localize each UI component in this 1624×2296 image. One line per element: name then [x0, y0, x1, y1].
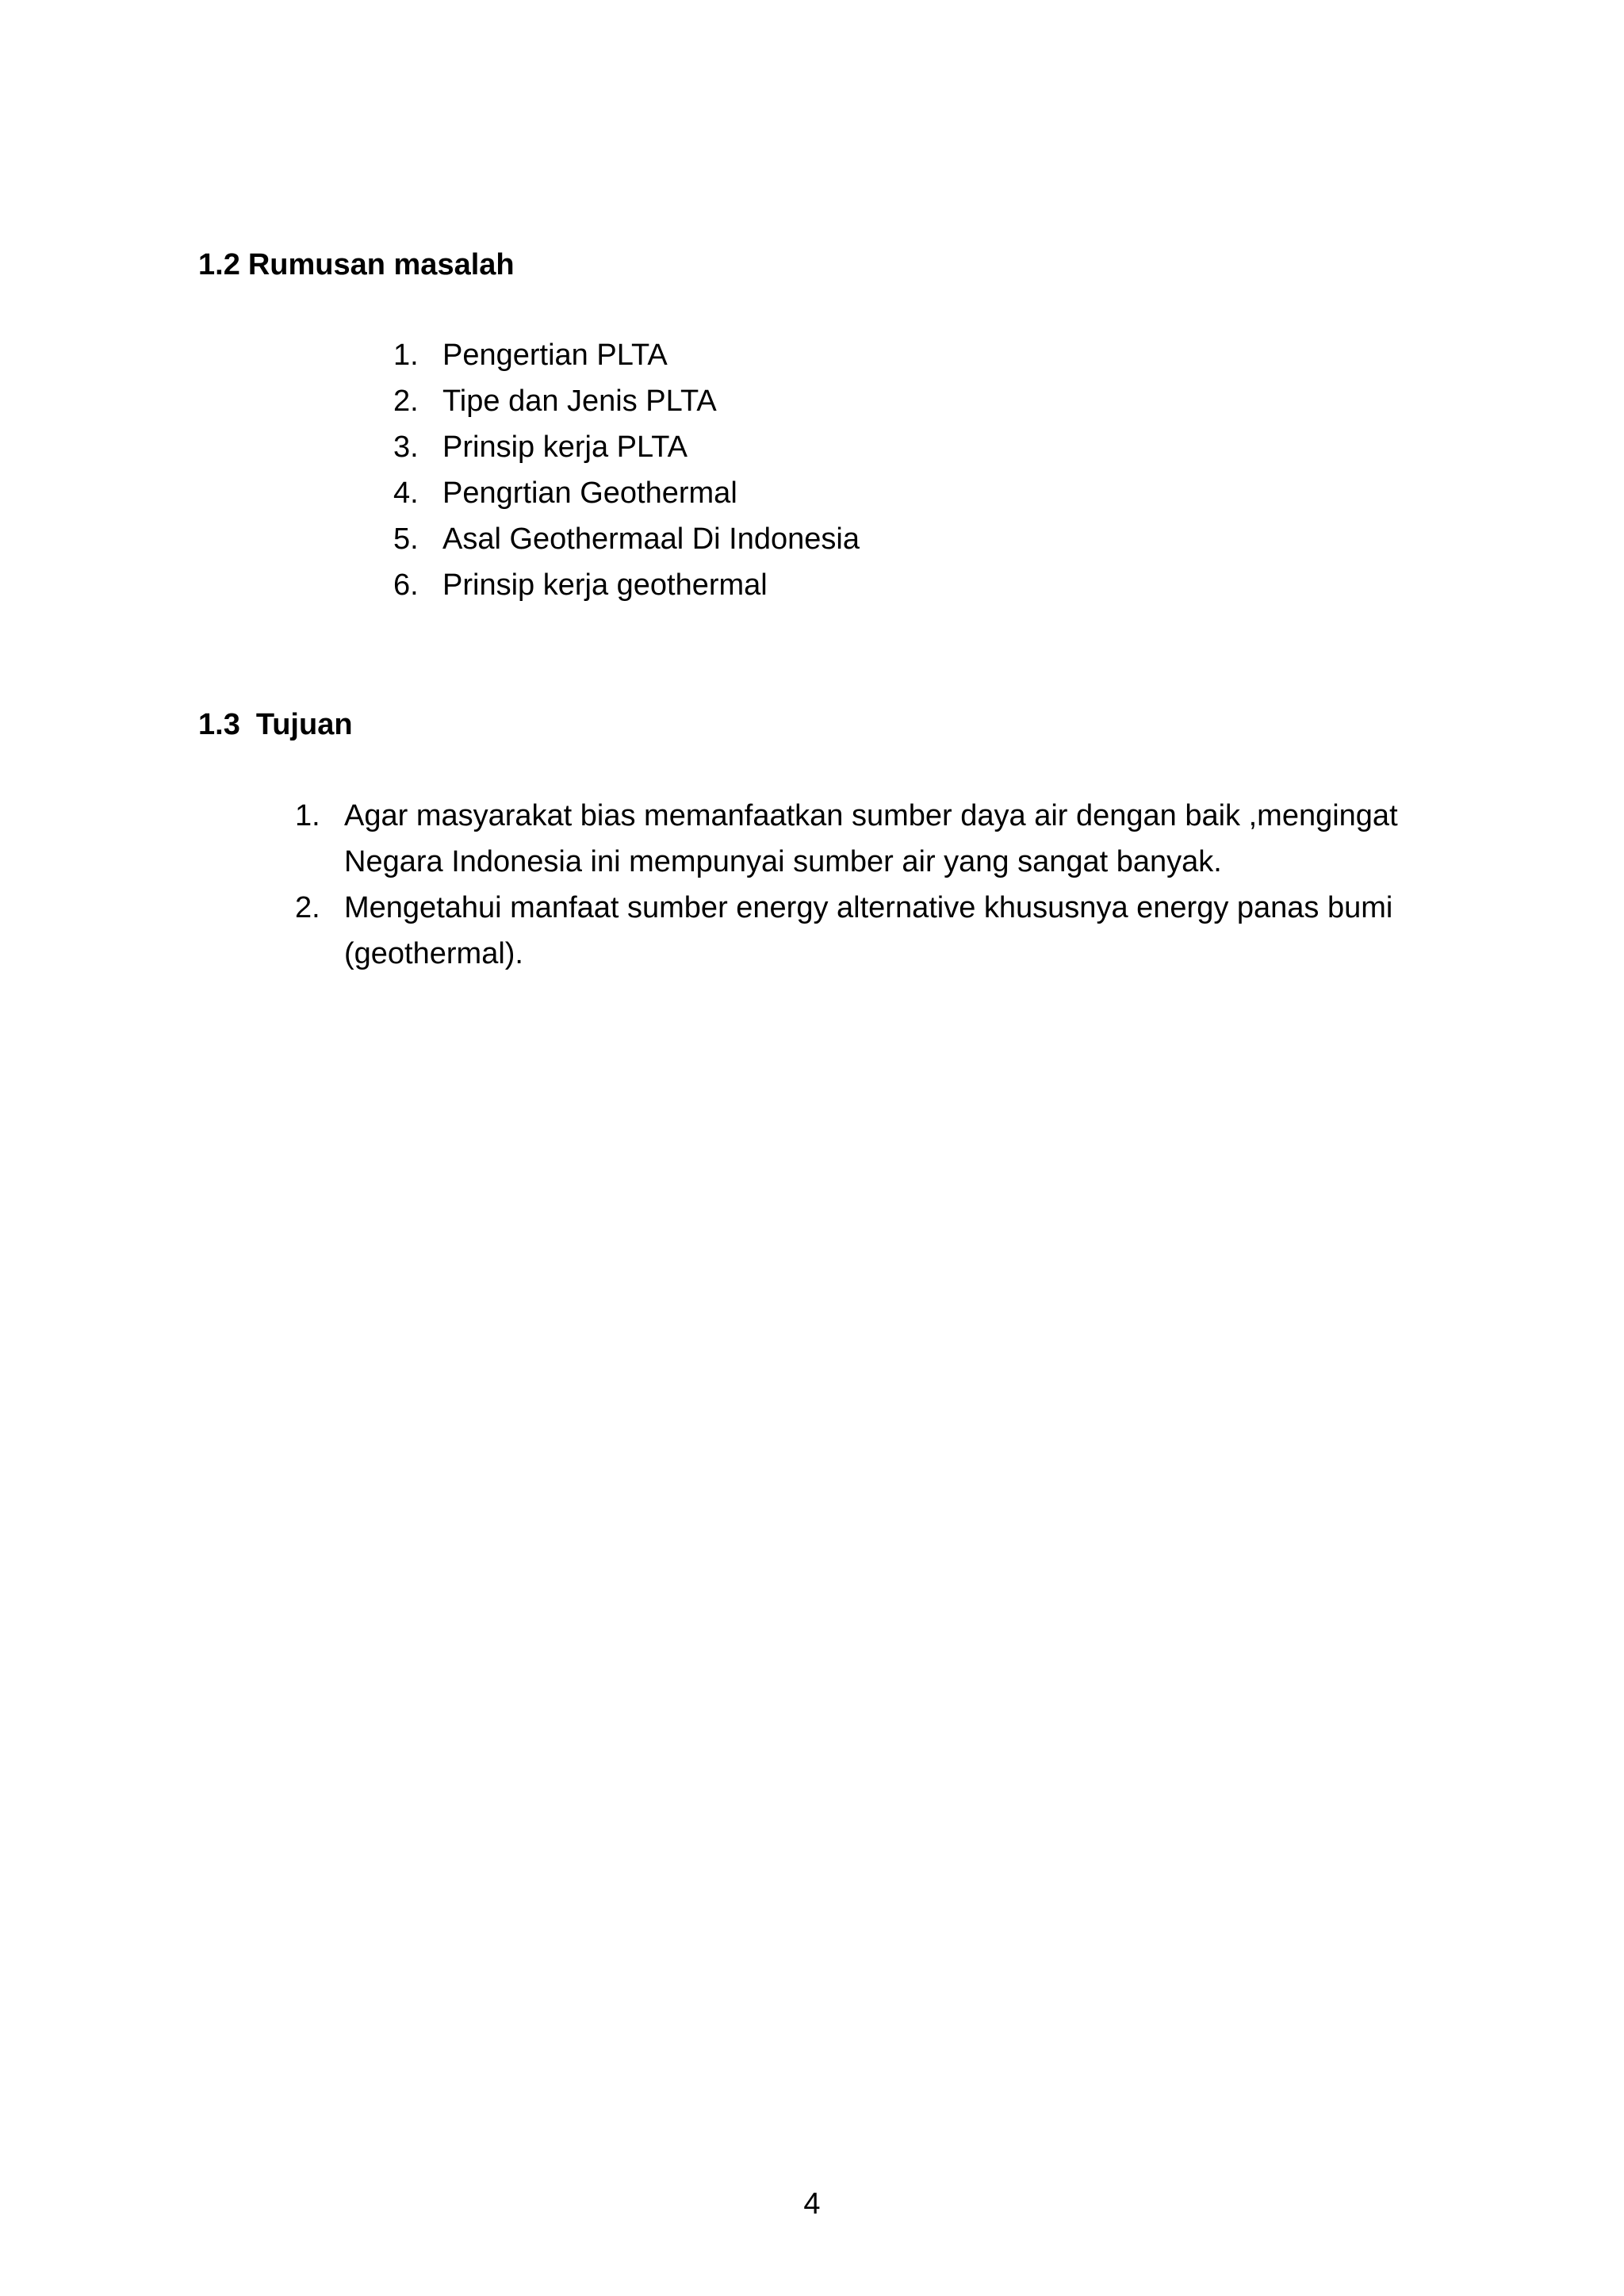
list-item	[393, 424, 1107, 470]
list-item-number: 2.	[295, 891, 320, 924]
list-item-text: Pengertian PLTA	[442, 339, 668, 372]
list-item-number: 6.	[393, 568, 419, 602]
list-item	[295, 885, 1421, 977]
list-item-text: Mengetahui manfaat sumber energy alternative khususnya energy panas bumi (geothermal).	[344, 891, 1393, 970]
rumusan-masalah-list	[393, 332, 1107, 608]
list-item-number: 2.	[393, 385, 419, 418]
list-item	[393, 378, 1107, 424]
list-item	[393, 516, 1107, 562]
list-item-number: 3.	[393, 430, 419, 464]
list-item-number: 4.	[393, 476, 419, 510]
heading-rumusan-masalah	[198, 246, 515, 284]
list-item-text: Prinsip kerja geothermal	[442, 568, 768, 602]
heading-rumusan-number: 1.2	[198, 248, 240, 281]
list-item-text: Pengrtian Geothermal	[442, 476, 737, 510]
tujuan-list	[295, 793, 1421, 977]
list-item	[393, 562, 1107, 608]
heading-rumusan-title: Rumusan masalah	[247, 248, 515, 281]
heading-tujuan	[198, 706, 353, 744]
list-item-number: 5.	[393, 522, 419, 556]
heading-tujuan-title: Tujuan	[255, 708, 353, 741]
list-item-number: 1.	[295, 799, 320, 832]
heading-tujuan-number: 1.3	[198, 708, 240, 741]
list-item-text: Agar masyarakat bias memanfaatkan sumber daya air dengan baik ,mengingat Negara Indonesia ini mempunyai sumber air yang sangat banyak.	[344, 799, 1398, 878]
list-item-text: Prinsip kerja PLTA	[442, 430, 688, 464]
list-item-text: Tipe dan Jenis PLTA	[442, 385, 717, 418]
list-item	[393, 332, 1107, 378]
page-number: 4	[803, 2187, 821, 2221]
list-item	[393, 470, 1107, 516]
list-item	[295, 793, 1421, 885]
list-item-number: 1.	[393, 339, 419, 372]
list-item-text: Asal Geothermaal Di Indonesia	[442, 522, 860, 556]
